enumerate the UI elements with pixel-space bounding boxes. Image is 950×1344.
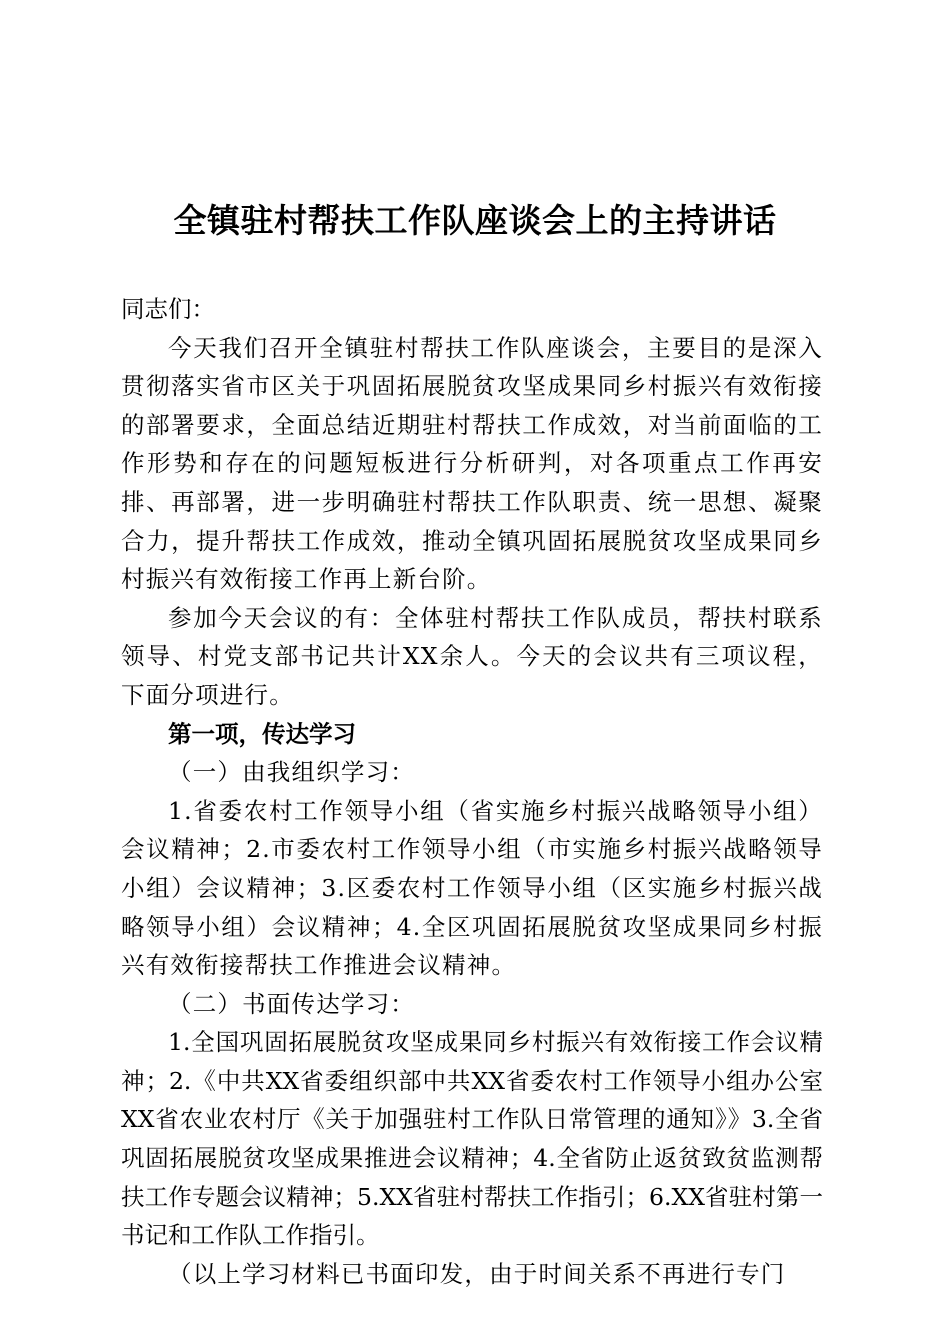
paragraph-intro: 今天我们召开全镇驻村帮扶工作队座谈会，主要目的是深入贯彻落实省市区关于巩固拓展脱贫攻坚成果同乡村振兴有效衔接的部署要求，全面总结近期驻村帮扶工作成效，对当前面临的工作形势和存在的问题短板进行分析研判，对各项重点工作再安排、再部署，进一步明确驻村帮扶工作队职责、统一思想、凝聚合力，提升帮扶工作成效，推动全镇巩固拓展脱贫攻坚成果同乡村振兴有效衔接工作再上新台阶。 (121, 333, 823, 594)
paragraph-attendees: 参加今天会议的有：全体驻村帮扶工作队成员，帮扶村联系领导、村党支部书记共计XX余人。今天的会议共有三项议程，下面分项进行。 (121, 603, 823, 709)
subsection-text-1: 1.省委农村工作领导小组（省实施乡村振兴战略领导小组）会议精神；2.市委农村工作领导小组（市实施乡村振兴战略领导小组）会议精神；3.区委农村工作领导小组（区实施乡村振兴战略领导小组）会议精神；4.全区巩固拓展脱贫攻坚成果同乡村振兴有效衔接帮扶工作推进会议精神。 (121, 796, 823, 980)
study-note: （以上学习材料已书面印发，由于时间关系不再进行专门 (168, 1259, 786, 1288)
subsection-heading-2: （二）书面传达学习： (168, 989, 415, 1018)
document-body (121, 290, 823, 1293)
subsection-heading-1: （一）由我组织学习： (168, 758, 415, 787)
subsection-text-2: 1.全国巩固拓展脱贫攻坚成果同乡村振兴有效衔接工作会议精神；2.《中共XX省委组织部中共XX省委农村工作领导小组办公室XX省农业农村厅《关于加强驻村工作队日常管理的通知》》3.全省巩固拓展脱贫攻坚成果推进会议精神；4.全省防止返贫致贫监测帮扶工作专题会议精神；5.XX省驻村帮扶工作指引；6.XX省驻村第一书记和工作队工作指引。 (121, 1028, 823, 1250)
section-heading-1: 第一项，传达学习 (168, 719, 356, 748)
salutation: 同志们： (121, 295, 215, 323)
document-title: 全镇驻村帮扶工作队座谈会上的主持讲话 (173, 201, 777, 240)
